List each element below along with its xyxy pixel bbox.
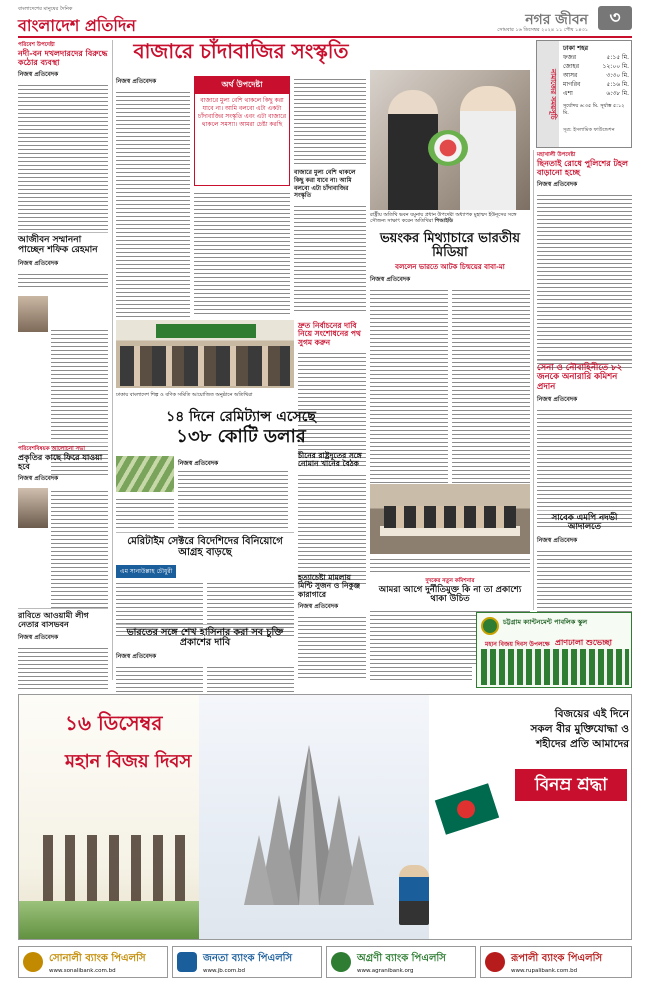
story-body — [537, 548, 632, 622]
divider — [537, 510, 632, 511]
bold-pullquote: বাজারে মুল্য বেশি থাকলে কিছু করা যাবে না। আমি বলবো এটা চাঁদাবাজির সংস্কৃতি — [294, 169, 356, 200]
story-headline: সেনা ও নৌবাহিনীতে ৮২ জনকে অনারারি কমিশন প্রদান — [537, 363, 623, 392]
main-story-body-right — [294, 76, 366, 313]
bank-logo — [480, 946, 632, 978]
story-byline: নিজস্ব প্রতিবেদক — [298, 602, 339, 610]
quote-text: বাজারে মুল্য বেশি থাকলে কিছু করা যাবে না। আমি বলবো এটা একটা চাঁদাবাজির সংস্কৃতি এবং এটা বাজারে থাকলে সমস্যা। আমরা চেষ্টা করছি — [198, 97, 287, 129]
story-body — [370, 287, 448, 507]
masthead-rule — [18, 36, 632, 38]
story-body — [18, 645, 108, 689]
flower-bouquet — [428, 130, 468, 166]
meeting-photo-caption — [116, 392, 294, 398]
victory-day-ad — [18, 694, 632, 940]
story-body — [298, 472, 366, 584]
story-headline: রাবিতে আওয়ামী লীগ নেতার বাসভবন — [18, 611, 89, 629]
main-headline: বাজারে চাঁদাবাজির সংস্কৃতি — [133, 39, 349, 63]
prayer-title — [537, 41, 559, 147]
prayer-name: এশা — [563, 90, 573, 97]
school-tagline: মহান বিজয় দিবস উপলক্ষে — [485, 641, 550, 648]
school-victory-ad — [476, 612, 632, 688]
story-headline: আজীবন সম্মাননা পাচ্ছেন শফিক রেহমান — [18, 235, 98, 255]
story-byline: নিজস্ব প্রতিবেদক — [116, 78, 157, 85]
bank-logo — [326, 946, 476, 978]
prayer-row — [563, 80, 629, 89]
main-story — [116, 40, 366, 62]
divider — [116, 624, 294, 625]
story-label — [116, 565, 176, 578]
story-body — [194, 190, 290, 316]
prayer-source: সূত্র: ইসলামিক ফাউন্ডেশন — [563, 127, 615, 133]
caption-text: রাষ্ট্রীয় অতিথি ভবন যমুনায় প্রধান উপদেষ্টা অধ্যাপক মুহাম্মদ ইউনূসের সঙ্গে সৌজন্য সাক্ষাৎ করেন অতিথিরা — [370, 212, 517, 225]
dollar-photo — [116, 456, 174, 492]
prayer-times-box — [536, 40, 632, 148]
bottom-center-body — [370, 640, 472, 680]
story-headline: নদী-বন দখলদারদের বিরুদ্ধে কঠোর ব্যবস্থা — [18, 48, 108, 67]
story-body — [294, 76, 366, 166]
students-photo — [481, 649, 629, 685]
divider — [537, 360, 632, 361]
bank-url: www.agranibank.org — [357, 968, 414, 974]
bank-emblem-icon — [177, 952, 197, 972]
story-shafik-rehman — [18, 236, 108, 477]
story-maritime — [116, 536, 294, 636]
newspaper-logo: বাংলাদেশ প্রতিদিন — [18, 16, 136, 35]
banner — [156, 324, 256, 338]
people-row — [384, 506, 516, 528]
prayer-row — [563, 89, 629, 98]
main-story-body-left — [116, 76, 190, 331]
bank-logo — [18, 946, 168, 978]
caption-credit: পিআইডি — [434, 218, 453, 225]
story-byline: নিজস্ব প্রতিবেদক — [537, 396, 578, 404]
story-body — [18, 82, 108, 232]
main-photo — [370, 70, 530, 210]
story-byline: নিজস্ব প্রতিবেদক — [18, 633, 59, 641]
story-headline: ভয়ংকর মিথ্যাচারে ভারতীয় মিডিয়া — [379, 231, 521, 261]
meeting-photo — [116, 320, 294, 388]
school-name: চট্টগ্রাম ক্যান্টনমেন্ট পাবলিক স্কুল — [503, 618, 588, 626]
logo-tagline: বাংলাদেশের মানুষের দৈনিক — [18, 6, 73, 12]
story-kicker: মহাখালী উপদেষ্টা — [537, 152, 576, 158]
prayer-time: ৫:১৫ মি. — [606, 54, 629, 61]
bank-logo — [172, 946, 322, 978]
prayer-time: ৬:৩৮ মি. — [606, 90, 629, 97]
prayer-name: ফজর — [563, 54, 577, 61]
story-subheadline: বললেন ভারতে আটক চিন্ময়ের বাবা-মা — [395, 262, 505, 271]
prayer-title-text: নামাজের সময়সূচি — [549, 68, 557, 120]
prayer-subtitle: ঢাকা শহর — [563, 44, 589, 52]
bank-name: সোনালী ব্যাংক পিএলসি — [49, 953, 146, 964]
story-byline: নিজস্ব প্রতিবেদক — [116, 652, 157, 660]
conference-photo-caption — [370, 556, 530, 574]
prayer-rows — [563, 53, 629, 98]
bangladesh-flag — [435, 783, 499, 835]
divider — [116, 532, 294, 533]
story-river-encroachers — [18, 42, 108, 232]
story-rabi-awami-league — [18, 612, 108, 689]
remittance-headline-2: ১৩৮ কোটি ডলার — [176, 426, 306, 448]
story-headline: মেরিটাইম সেক্টরে বিদেশিদের বিনিয়োগে আগ্রহ বাড়ছে — [127, 536, 283, 558]
story-nadvi-court — [537, 514, 632, 622]
left-column-divider — [112, 40, 113, 680]
caption-text: ঢাকায় বাংলাদেশ শিল্প ও বণিক সমিতি আয়োজিত অনুষ্ঠানে অতিথিরা — [116, 392, 253, 398]
school-greeting: প্রাণঢালা শুভেচ্ছা — [555, 638, 612, 647]
story-headline: চীনের রাষ্ট্রদূতের সঙ্গে নোমান খানের বৈঠক — [298, 451, 362, 469]
story-headline: ছিনতাই রোধে পুলিশের টহল বাড়ানো হচ্ছে — [537, 158, 628, 177]
story-byline: নিজস্ব প্রতিবেদক — [370, 276, 411, 284]
flag-disc — [455, 798, 478, 821]
page-number — [598, 6, 632, 30]
story-headline: হত্যাচেষ্টা মামলায় মিন্টি সুজন ও নিকুঞ্জ কারাগারে — [298, 573, 361, 599]
portrait-photo — [18, 488, 48, 528]
remittance-body-2 — [116, 496, 174, 528]
story-china-ambassador — [298, 452, 366, 584]
story-environment-seminar — [18, 446, 108, 608]
bank-emblem-icon — [23, 952, 43, 972]
school-crest-icon — [481, 617, 499, 635]
story-body — [116, 89, 190, 331]
story-kicker: পরিবেশবিষয়ক আলোচনা সভা — [18, 446, 85, 452]
message-line: শহীদের প্রতি আমাদের — [536, 738, 629, 751]
story-body — [452, 287, 530, 507]
divider — [18, 442, 108, 443]
bank-name: অগ্রণী ব্যাংক পিএলসি — [357, 953, 446, 964]
story-byline: নিজস্ব প্রতিবেদক — [18, 475, 59, 483]
bank-emblem-icon — [485, 952, 505, 972]
remittance-headline-1: ১৪ দিনে রেমিট্যান্স এসেছে — [166, 409, 316, 425]
bank-name: জনতা ব্যাংক পিএলসি — [203, 953, 293, 964]
prayer-row — [563, 53, 629, 62]
bank-url: www.rupalibank.com.bd — [511, 968, 578, 974]
bank-url: www.jb.com.bd — [203, 968, 245, 974]
portrait-photo — [18, 296, 48, 332]
main-photo-caption — [370, 212, 530, 225]
boy-with-flag — [399, 865, 429, 925]
story-byline: নিজস্ব প্রতিবেদক — [18, 259, 59, 267]
national-memorial-icon — [219, 735, 399, 915]
divider — [18, 608, 108, 609]
page-number-text: ৩ — [609, 8, 621, 28]
bank-emblem-icon — [331, 952, 351, 972]
story-kicker: দুদকের নতুন কমিশনার — [425, 578, 475, 584]
story-columns — [370, 287, 530, 507]
story-headline: আমরা আগে দুর্নীতিমুক্ত কি না তা প্রকাশ্যে থাকা উচিত — [378, 584, 522, 605]
message-line: সকল বীর মুক্তিযোদ্ধা ও — [530, 723, 629, 736]
story-body — [298, 614, 366, 678]
person-right — [460, 86, 516, 210]
story-body-2 — [294, 203, 366, 313]
section-title: নগর জীবন — [525, 12, 588, 28]
prayer-row — [563, 71, 629, 80]
story-label-text: এম সানাউল্লাহ চৌধুরী — [120, 568, 173, 575]
masthead — [18, 6, 632, 34]
tribute-box — [515, 769, 627, 801]
story-headline: সাবেক এমপি নদভী আদালতে — [551, 513, 618, 533]
remittance-body — [178, 468, 288, 528]
story-byline: নিজস্ব প্রতিবেদক — [537, 536, 578, 544]
conference-photo — [370, 484, 530, 554]
date-line: সোমবার ১৬ ডিসেম্বর ২০২৪ ১১ পৌষ ১৪৩১ — [497, 27, 588, 33]
story-headline: প্রকৃতির কাছে ফিরে যাওয়া হবে — [18, 452, 103, 471]
prayer-name: মাগরিব — [563, 81, 581, 88]
right-column-divider — [533, 150, 534, 610]
prayer-row — [563, 62, 629, 71]
prayer-time: ৩:৩০ মি. — [606, 72, 629, 79]
story-hasina-agreements — [116, 628, 294, 704]
story-headline: ভারতের সঙ্গে শেখ হাসিনার করা সব চুক্তি প্রকাশের দাবি — [126, 627, 284, 649]
quote-label — [195, 77, 289, 94]
story-remittance — [116, 410, 366, 447]
people-row — [120, 346, 290, 386]
story-headline: দ্রুত নির্বাচনের দাবি নিয়ে সংশোধনের পথ সুগম করুন — [298, 321, 361, 347]
finance-adviser-quote-box — [194, 76, 290, 186]
story-body — [18, 271, 108, 289]
story-kicker: পরিবেশ উপদেষ্টা — [18, 42, 55, 48]
bank-url: www.sonalibank.com.bd — [49, 968, 116, 974]
main-story-body-mid — [194, 190, 290, 316]
story-indian-media — [370, 232, 530, 507]
victory-date: ১৬ ডিসেম্বর — [65, 711, 163, 735]
freedom-fighters-silhouette — [43, 835, 193, 905]
story-body — [51, 488, 108, 608]
story-byline: নিজস্ব প্রতিবেদক — [18, 71, 59, 79]
divider — [18, 232, 108, 233]
prayer-name: জোহর — [563, 63, 579, 70]
message-line: বিজয়ের এই দিনে — [554, 708, 629, 720]
bank-name: রূপালী ব্যাংক পিএলসি — [511, 953, 603, 964]
story-mitu-sujon — [298, 574, 366, 678]
story-mugging-patrol — [537, 152, 632, 368]
story-honorary-commission — [537, 364, 632, 527]
prayer-time: ১২:০০ মি. — [602, 63, 629, 70]
victory-message — [505, 707, 629, 753]
story-byline: নিজস্ব প্রতিবেদক — [537, 181, 578, 189]
story-body — [537, 192, 632, 368]
remittance-byline: নিজস্ব প্রতিবেদক — [178, 460, 219, 467]
prayer-name: আসর — [563, 72, 578, 79]
victory-title: মহান বিজয় দিবস — [65, 751, 192, 772]
caption-lines — [370, 556, 530, 572]
sun-times: সূর্যোদয় ৬:৩৫ মি. সূর্যাস্ত ৫:১২ মি. — [563, 103, 625, 116]
prayer-time: ৫:১৬ মি. — [606, 81, 629, 88]
quote-label-text: অর্থ উপদেষ্টা — [221, 80, 263, 89]
tribute-text: বিনম্র শ্রদ্ধা — [534, 775, 608, 795]
